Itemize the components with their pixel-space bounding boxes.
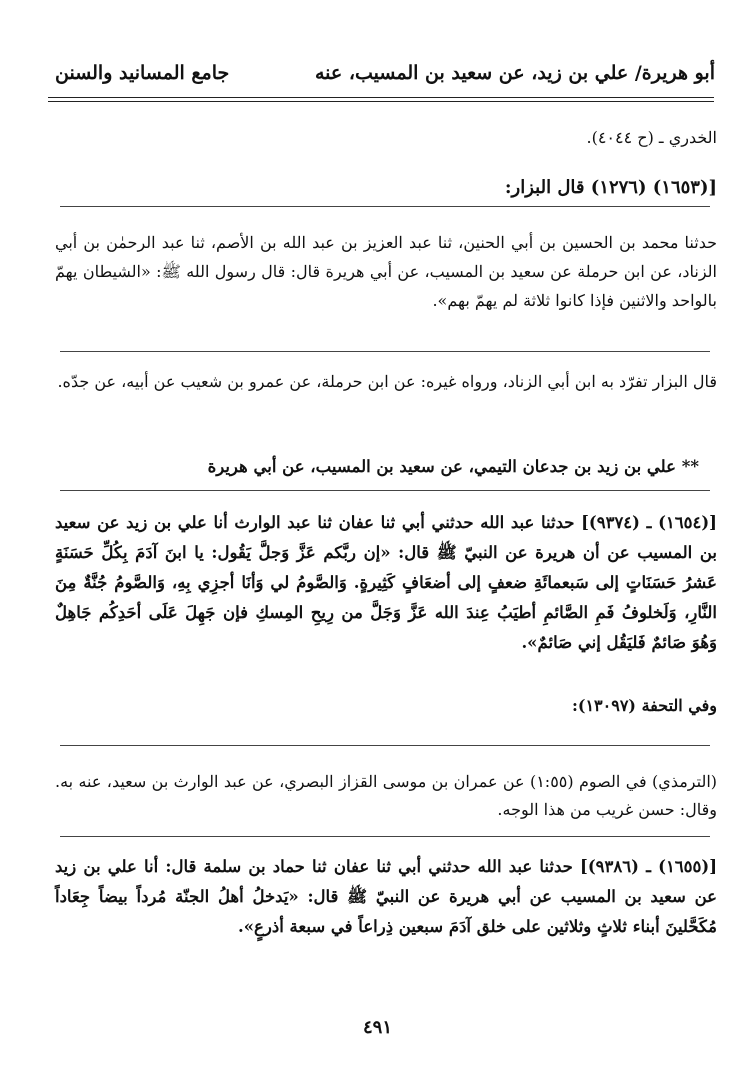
hadith-heading-1653: [(١٦٥٣) (١٢٧٦) قال البزار: [504,177,717,198]
page-number: ٤٩١ [362,1017,392,1038]
header-rule-thin [48,101,714,102]
running-header-book-title: جامع المسانيد والسنن [55,62,230,84]
divider [60,490,710,491]
divider [60,351,710,352]
divider [60,206,710,207]
divider [60,745,710,746]
text-continuation: الخدري ـ (ح ٤٠٤٤). [586,128,717,147]
section-title-chain: ** علي بن زيد بن جدعان التيمي، عن سعيد بن المسيب، عن أبي هريرة [207,457,699,476]
running-header-chapter: أبو هريرة/ علي بن زيد، عن سعيد بن المسيب، عنه [315,62,715,84]
header-rule [48,97,714,98]
hadith-text-1654: [(١٦٥٤) ـ (٩٣٧٤)] حدثنا عبد الله حدثني أبي ثنا عفان ثنا عبد الوارث أنا علي بن زيد عن سعيد بن المسيب عن أن هريرة عن النبيّ ﷺ قال: «إن ربَّكم عَزَّ وَجلَّ يَقُول: يا ابنَ آدَمَ بِكُلِّ حَسَنَةٍ عَشرُ حَسَنَاتٍ إلى سَبعمائَةِ ضعفٍ إلى أضعَافٍ كَثِيرةٍ. وَالصَّومُ لي وَأنَا أجزِي بِهِ، وَالصَّومُ جُنَّةٌ مِنَ النَّارِ، وَلَخلوفُ فَمِ الصَّائمِ أطيَبُ عِندَ الله عَزَّ وَجَلَّ من رِيحِ المِسكِ فإن جَهِلَ عَلَى أحَدِكُم جَاهِلٌ وَهُوَ صَائمٌ فَليَقُل إني صَائمٌ». [55,513,717,652]
divider [60,836,710,837]
hadith-text-1653: حدثنا محمد بن الحسين بن أبي الحنين، ثنا عبد العزيز بن عبد الله بن الأصم، ثنا عبد الرحمٰن بن أبي الزناد، عن ابن حرملة عن سعيد بن المسيب، عن أبي هريرة قال: قال رسول الله ﷺ: «الشيطان يهمّ بالواحد والاثنين فإذا كانوا ثلاثة لم يهمّ بهم». [55,233,717,310]
hadith-text-1655: [(١٦٥٥) ـ (٩٣٨٦)] حدثنا عبد الله حدثني أبي ثنا عفان ثنا حماد بن سلمة قال: أنا علي بن زيد عن سعيد بن المسيب عن أبي هريرة عن النبيّ ﷺ قال: «يَدخلُ أهلُ الجنّة مُرداً بيضاً جِعَاداً مُكَحَّلينَ أبناء ثلاثٍ وثلاثين على خلق آدَمَ سبعين ذِراعاً في سبعة أذرعٍ». [55,857,718,936]
tuhfa-reference: وفي التحفة (١٣٠٩٧): [571,696,717,715]
commentary-bazzar: قال البزار تفرّد به ابن أبي الزناد، ورواه غيره: عن ابن حرملة، عن عمرو بن شعيب عن أبيه، عن جدّه. [57,372,717,391]
tirmidhi-note: (الترمذي) في الصوم (١:٥٥) عن عمران بن موسى القزاز البصري، عن عبد الوارث بن سعيد، عنه به. وقال: حسن غريب من هذا الوجه. [55,772,718,819]
